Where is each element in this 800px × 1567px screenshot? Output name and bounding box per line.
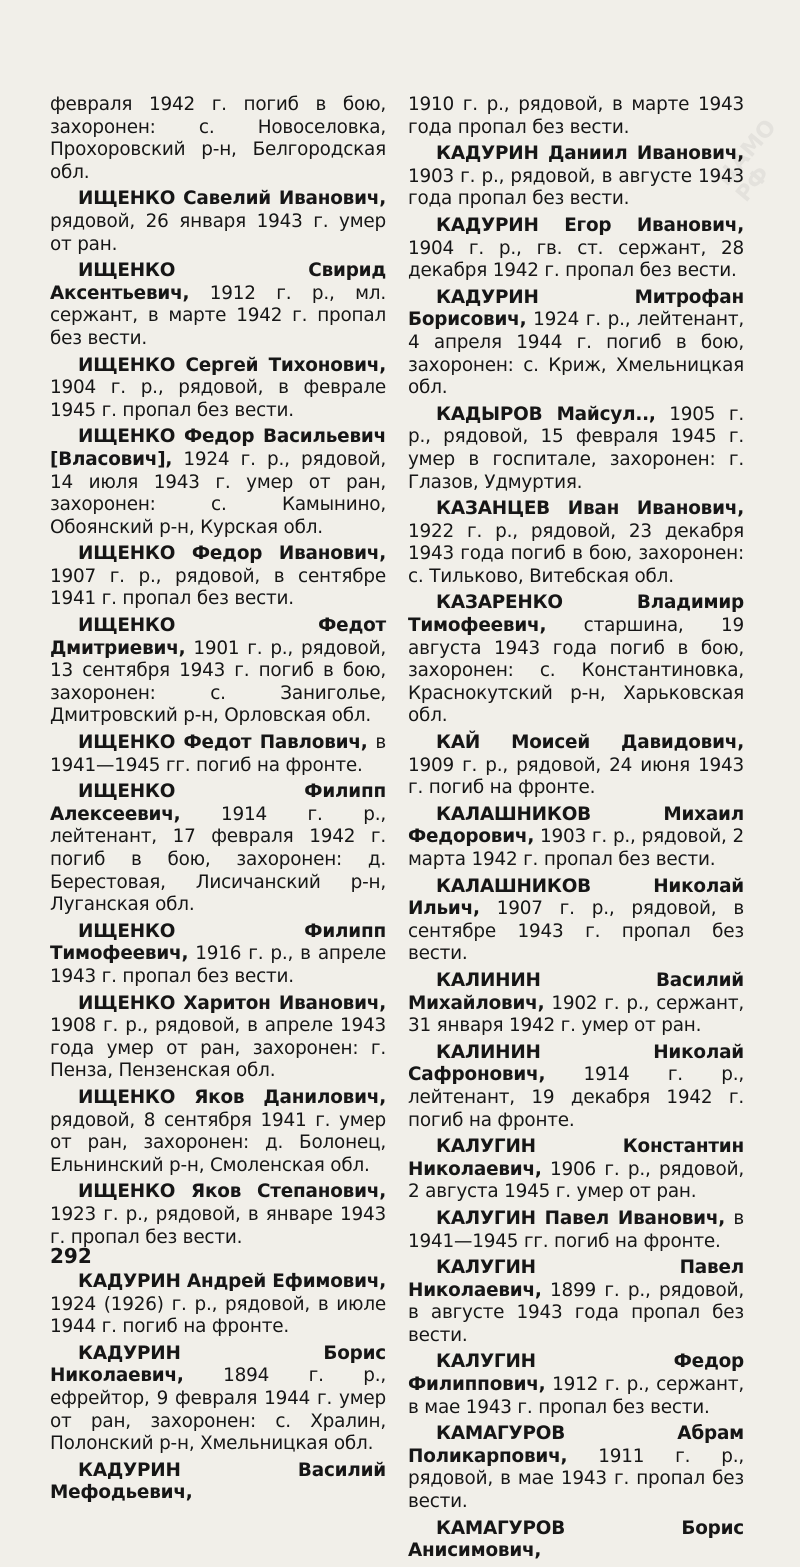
list-item: [50, 921, 386, 989]
entry-name: КАДУРИН Даниил Иванович,: [436, 143, 744, 165]
entry-text: 1894 г. р., ефрейтор, 9 февраля 1944 г. умер от ран, захоронен: с. Хралин, Полонский р-н, Хмельницкая обл.: [50, 1365, 386, 1455]
entry-name: КАЛУГИН Федор Филиппович,: [408, 1351, 744, 1396]
list-item: [408, 1208, 744, 1253]
entry-name: ИЩЕНКО Харитон Иванович,: [78, 992, 386, 1014]
entry-text: 1916 г. р., в апреле 1943 г. пропал без вести.: [50, 943, 386, 987]
entry-name: ИЩЕНКО Сергей Тихонович,: [78, 354, 386, 376]
entry-name: КАМАГУРОВ Абрам Поликарпович,: [408, 1423, 744, 1467]
entry-name: ИЩЕНКО Федор Иванович,: [78, 543, 386, 565]
list-item: [408, 498, 744, 588]
entry-text: 1910 г. р., рядовой, в марте 1943 года пропал без вести.: [408, 94, 744, 138]
entry-text: 1912 г. р., сержант, в мае 1943 г. пропал без вести.: [408, 1374, 744, 1418]
list-item: [408, 215, 744, 283]
entry-name: КАЙ Моисей Давидович,: [436, 732, 744, 754]
entry-name: КАЛУГИН Павел Иванович,: [436, 1207, 726, 1229]
list-item: [408, 592, 744, 728]
entry-text: 1924 г. р., рядовой, 14 июля 1943 г. умер от ран, захоронен: с. Камынино, Обоянский р-н, Курская обл.: [50, 448, 386, 538]
list-item: [408, 1257, 744, 1347]
watermark: ЦАМО РФ: [712, 115, 782, 208]
entry-name: ИЩЕНКО Яков Степанович,: [78, 1181, 386, 1203]
entry-text: 1903 г. р., рядовой, в августе 1943 года пропал без вести.: [408, 165, 744, 210]
list-item: [50, 355, 386, 423]
list-item: [408, 1518, 744, 1563]
entry-name: КАЛИНИН Василий Михайлович,: [408, 969, 744, 1014]
entry-name: КАЗАРЕНКО Владимир Тимофеевич,: [408, 592, 744, 637]
entry-name: КАЛИНИН Николай Сафронович,: [408, 1041, 744, 1086]
entry-text: февраля 1942 г. погиб в бою, захоронен: с. Новоселовка, Прохоровский р-н, Белгородская обл.: [50, 94, 386, 183]
list-item: [408, 732, 744, 800]
entry-name: ИЩЕНКО Федот Дмитриевич,: [50, 615, 386, 659]
list-item: [50, 1087, 386, 1177]
list-item: [408, 1351, 744, 1419]
list-item: [50, 781, 386, 917]
entry-text: 1909 г. р., рядовой, 24 июня 1943 г. погиб на фронте.: [408, 754, 744, 799]
list-item: [50, 94, 386, 184]
entry-name: КАДУРИН Андрей Ефимович,: [78, 1271, 386, 1293]
entry-text: 1924 (1926) г. р., рядовой, в июле 1944 г. погиб на фронте.: [50, 1293, 386, 1338]
entry-name: КАЗАНЦЕВ Иван Иванович,: [436, 498, 744, 520]
entry-text: рядовой, 26 января 1943 г. умер от ран.: [50, 210, 386, 255]
entry-name: КАЛАШНИКОВ Михаил Федорович,: [408, 803, 744, 848]
entry-name: КАМАГУРОВ Борис Анисимович,: [408, 1517, 744, 1562]
entry-text: 1905 г. р., рядовой, 15 февраля 1945 г. умер в госпитале, захоронен: г. Глазов, Удмуртия.: [408, 403, 745, 493]
entry-text: 1904 г. р., рядовой, в феврале 1945 г. пропал без вести.: [50, 377, 386, 421]
left-column: [50, 94, 386, 1509]
entry-name: КАДУРИН Егор Иванович,: [436, 214, 744, 236]
entry-text: 1899 г. р., рядовой, в августе 1943 года пропал без вести.: [408, 1279, 744, 1346]
entry-text: в 1941—1945 гг. погиб на фронте.: [408, 1207, 744, 1252]
entry-text: рядовой, 8 сентября 1941 г. умер от ран, захоронен: д. Болонец, Ельнинский р-н, Смоленская обл.: [50, 1109, 386, 1176]
list-item: [408, 1042, 744, 1132]
list-item: [408, 804, 744, 872]
right-column: [408, 94, 744, 1567]
entry-name: ИЩЕНКО Федот Павлович,: [78, 732, 368, 754]
entry-text: 1923 г. р., рядовой, в январе 1943 г. пропал без вести.: [50, 1203, 386, 1248]
entry-text: в 1941—1945 гг. погиб на фронте.: [50, 732, 386, 776]
entry-text: 1922 г. р., рядовой, 23 декабря 1943 года погиб в бою, захоронен: с. Тильково, Витебская обл.: [408, 520, 744, 587]
entry-text: 1912 г. р., мл. сержант, в марте 1942 г. пропал без вести.: [50, 282, 386, 349]
entry-text: 1924 г. р., лейтенант, 4 апреля 1944 г. погиб в бою, захоронен: с. Криж, Хмельницкая обл.: [408, 309, 744, 399]
entry-name: ИЩЕНКО Федор Васильевич [Власович],: [50, 426, 386, 470]
list-item: [408, 1423, 744, 1513]
entry-name: ИЩЕНКО Филипп Тимофеевич,: [50, 920, 386, 965]
list-item: [50, 993, 386, 1083]
list-item: [50, 1181, 386, 1249]
entry-name: ИЩЕНКО Свирид Аксентьевич,: [50, 260, 386, 304]
entry-name: ИЩЕНКО Савелий Иванович,: [78, 188, 386, 210]
entry-name: КАЛУГИН Константин Николаевич,: [408, 1136, 744, 1180]
list-item: [408, 143, 744, 211]
list-item: [50, 543, 386, 611]
entry-text: 1914 г. р., лейтенант, 17 февраля 1942 г. погиб в бою, захоронен: д. Берестовая, Лисичанский р-н, Луганская обл.: [50, 803, 386, 916]
entry-text: 1907 г. р., рядовой, в сентябре 1941 г. пропал без вести.: [50, 565, 386, 610]
entry-name: КАЛАШНИКОВ Николай Ильич,: [408, 875, 744, 920]
entry-name: КАДУРИН Василий Мефодьевич,: [50, 1459, 386, 1504]
list-item: [50, 1271, 386, 1339]
page-number: 292: [50, 1244, 92, 1268]
list-item: [408, 1136, 744, 1204]
list-item: [50, 732, 386, 777]
entry-text: 1906 г. р., рядовой, 2 августа 1945 г. умер от ран.: [408, 1158, 744, 1203]
entry-text: 1911 г. р., рядовой, в мае 1943 г. пропал без вести.: [408, 1445, 744, 1513]
list-item: [50, 188, 386, 256]
entry-name: КАЛУГИН Павел Николаевич,: [408, 1257, 744, 1301]
list-item: [50, 426, 386, 539]
list-item: [408, 287, 744, 400]
entry-text: 1914 г. р., лейтенант, 19 декабря 1942 г. погиб на фронте.: [408, 1064, 744, 1131]
entry-name: ИЩЕНКО Яков Данилович,: [78, 1086, 386, 1108]
entry-name: КАДУРИН Митрофан Борисович,: [408, 286, 744, 331]
list-item: [50, 1460, 386, 1505]
entry-text: 1904 г. р., гв. ст. сержант, 28 декабря 1942 г. пропал без вести.: [408, 237, 744, 282]
entry-name: ИЩЕНКО Филипп Алексеевич,: [50, 781, 386, 825]
entry-name: КАДЫРОВ Майсул..,: [436, 403, 656, 425]
entry-text: 1902 г. р., сержант, 31 января 1942 г. умер от ран.: [408, 992, 744, 1037]
entry-text: 1903 г. р., рядовой, 2 марта 1942 г. пропал без вести.: [408, 826, 744, 870]
entry-name: КАДУРИН Борис Николаевич,: [50, 1342, 386, 1387]
entry-text: 1907 г. р., рядовой, в сентябре 1943 г. пропал без вести.: [408, 898, 744, 965]
list-item: [50, 615, 386, 728]
entry-text: старшина, 19 августа 1943 года погиб в бою, захоронен: с. Константиновка, Краснокутский р-н, Харьковская обл.: [408, 615, 744, 727]
entry-text: 1908 г. р., рядовой, в апреле 1943 года умер от ран, захоронен: г. Пенза, Пензенская обл.: [50, 1015, 386, 1082]
list-item: [408, 404, 744, 494]
list-item: [50, 260, 386, 350]
list-item: [408, 876, 744, 966]
list-item: [408, 970, 744, 1038]
list-item: [408, 94, 744, 139]
entry-text: 1901 г. р., рядовой, 13 сентября 1943 г. погиб в бою, захоронен: с. Заниголье, Дмитровский р-н, Орловская обл.: [50, 637, 386, 727]
list-item: [50, 1343, 386, 1456]
